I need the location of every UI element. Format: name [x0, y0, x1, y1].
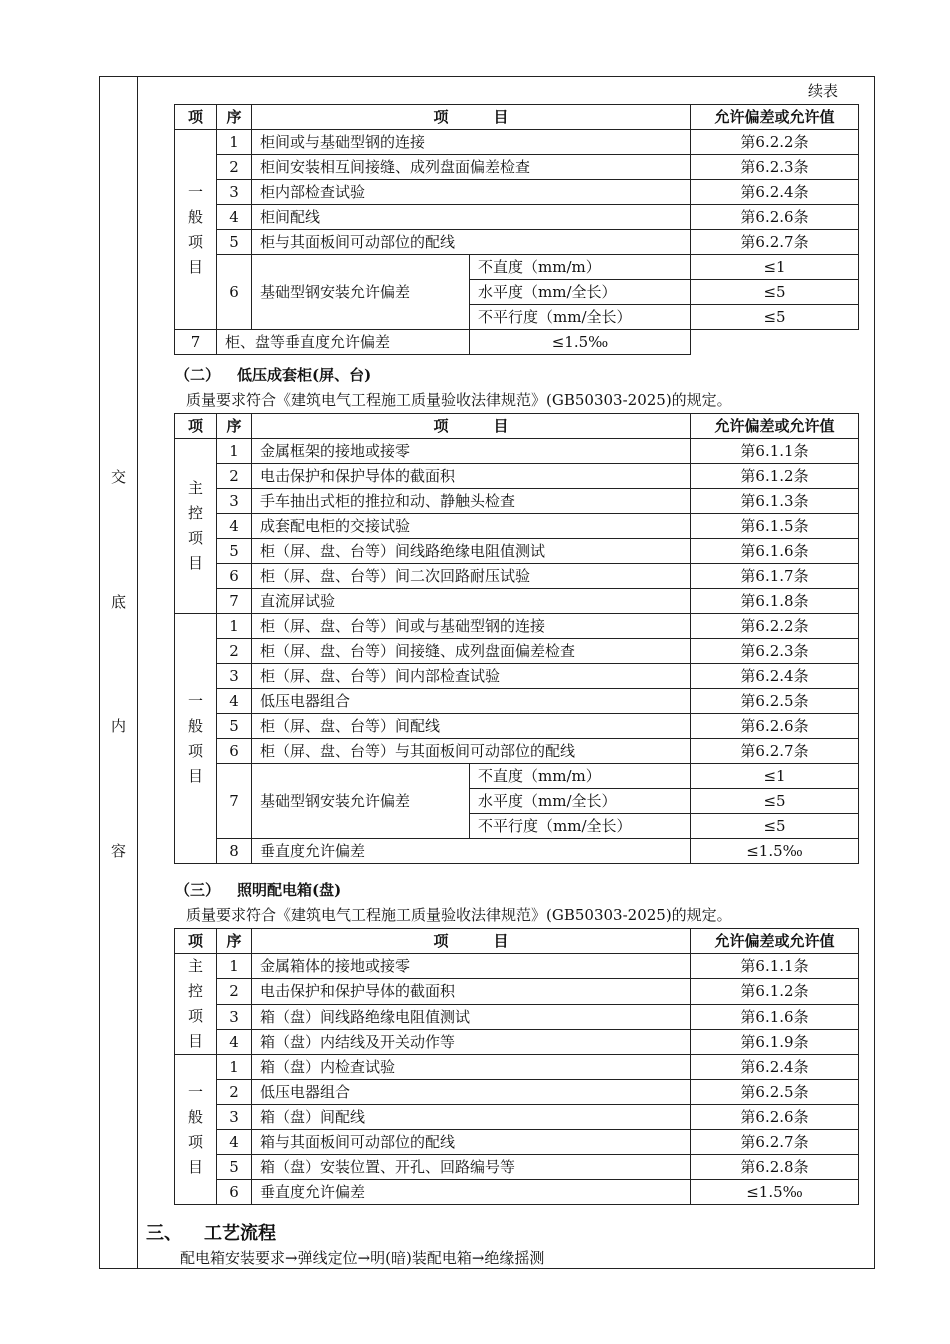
table-row: [175, 1004, 859, 1029]
row-value: ≤1.5‰: [691, 1180, 859, 1205]
table-row: [175, 130, 859, 155]
table-row: [175, 1029, 859, 1054]
table-row: [175, 954, 859, 979]
table-row: [175, 1155, 859, 1180]
row-seq: 6: [217, 564, 252, 589]
row-seq: 7: [217, 589, 252, 614]
section-title-lighting-box: [175, 879, 341, 900]
row-value: 第6.2.7条: [691, 739, 859, 764]
group-label-general: 一 般 项 目: [175, 614, 217, 864]
row-value: 第6.1.7条: [691, 564, 859, 589]
sub-item-name: 不平行度（mm/全长）: [470, 814, 691, 839]
sub-item-name: 不直度（mm/m）: [470, 764, 691, 789]
row-name: 柜（屏、盘、台等）与其面板间可动部位的配线: [252, 739, 691, 764]
row-value: 第6.2.5条: [691, 689, 859, 714]
sub-item-value: ≤1: [691, 255, 859, 280]
row-name: 金属箱体的接地或接零: [252, 954, 691, 979]
table-row: [175, 489, 859, 514]
section-title-low-voltage-cabinet: [175, 364, 371, 385]
side-label-char: 交: [110, 468, 126, 486]
row-name: 基础型钢安装允许偏差: [252, 255, 470, 330]
table-row: [175, 330, 859, 355]
row-seq: 1: [217, 439, 252, 464]
table-row: [175, 839, 859, 864]
side-label-char: 容: [110, 842, 126, 860]
row-value: 第6.2.3条: [691, 639, 859, 664]
row-value: 第6.2.7条: [691, 1130, 859, 1155]
table-row: [175, 180, 859, 205]
section-title-text: 照明配电箱(盘): [237, 881, 342, 899]
row-value: 第6.2.4条: [691, 180, 859, 205]
row-name: 箱（盘）内结线及开关动作等: [252, 1029, 691, 1054]
row-seq: 1: [217, 1055, 252, 1080]
row-name: 成套配电柜的交接试验: [252, 514, 691, 539]
row-seq: 2: [217, 639, 252, 664]
row-value: 第6.1.1条: [691, 439, 859, 464]
row-value: 第6.1.5条: [691, 514, 859, 539]
row-seq: 2: [217, 155, 252, 180]
row-value: 第6.2.4条: [691, 1055, 859, 1080]
row-name: 柜（屏、盘、台等）间配线: [252, 714, 691, 739]
row-name: 手车抽出式柜的推拉和动、静触头检查: [252, 489, 691, 514]
table-row: [175, 205, 859, 230]
row-seq: 2: [217, 1080, 252, 1105]
row-seq: 8: [217, 839, 252, 864]
row-seq: 3: [217, 1105, 252, 1130]
row-seq: 4: [217, 1029, 252, 1054]
table-row: [175, 979, 859, 1004]
row-name: 柜内部检查试验: [252, 180, 691, 205]
quality-requirement: 质量要求符合《建筑电气工程施工质量验收法律规范》(GB50303-2025)的规定。: [186, 906, 732, 924]
row-seq: 4: [217, 689, 252, 714]
header-project: 项 目: [252, 414, 691, 439]
table-row: [175, 255, 859, 280]
table-lighting-box: [174, 928, 859, 1205]
row-name: 箱与其面板间可动部位的配线: [252, 1130, 691, 1155]
row-name: 电击保护和保护导体的截面积: [252, 464, 691, 489]
row-value: 第6.2.6条: [691, 205, 859, 230]
header-value: 允许偏差或允许值: [691, 105, 859, 130]
table-header-row: [175, 105, 859, 130]
sub-item-value: ≤5: [691, 305, 859, 330]
row-seq: 3: [217, 489, 252, 514]
row-seq: 7: [217, 764, 252, 839]
row-name: 柜（屏、盘、台等）间线路绝缘电阻值测试: [252, 539, 691, 564]
row-name: 柜间或与基础型钢的连接: [252, 130, 691, 155]
row-value: ≤1.5‰: [691, 839, 859, 864]
row-name: 柜与其面板间可动部位的配线: [252, 230, 691, 255]
table-header-row: [175, 414, 859, 439]
side-label-char: 底: [110, 593, 126, 611]
sub-item-name: 不平行度（mm/全长）: [470, 305, 691, 330]
row-name: 柜（屏、盘、台等）间二次回路耐压试验: [252, 564, 691, 589]
row-name: 柜（屏、盘、台等）间内部检查试验: [252, 664, 691, 689]
table-row: [175, 689, 859, 714]
sub-item-name: 不直度（mm/m）: [470, 255, 691, 280]
side-label-char: 内: [110, 717, 126, 735]
table-header-row: [175, 929, 859, 954]
section-number: （三）: [175, 881, 221, 899]
row-seq: 5: [217, 230, 252, 255]
row-value: 第6.2.2条: [691, 614, 859, 639]
header-value: 允许偏差或允许值: [691, 414, 859, 439]
row-value: 第6.1.6条: [691, 1004, 859, 1029]
row-value: 第6.2.8条: [691, 1155, 859, 1180]
row-seq: 4: [217, 1130, 252, 1155]
row-name: 柜（屏、盘、台等）间接缝、成列盘面偏差检查: [252, 639, 691, 664]
table-cabinet-general: [174, 104, 859, 355]
row-name: 柜、盘等垂直度允许偏差: [217, 330, 470, 355]
row-value: 第6.2.7条: [691, 230, 859, 255]
sub-item-value: ≤5: [691, 789, 859, 814]
sub-item-value: ≤5: [691, 280, 859, 305]
row-value: ≤1.5‰: [470, 330, 691, 355]
row-value: 第6.2.6条: [691, 714, 859, 739]
row-name: 柜间安装相互间接缝、成列盘面偏差检查: [252, 155, 691, 180]
table-row: [175, 1180, 859, 1205]
sub-item-value: ≤1: [691, 764, 859, 789]
table-row: [175, 639, 859, 664]
sub-item-name: 水平度（mm/全长）: [470, 280, 691, 305]
section-number: （二）: [175, 366, 221, 384]
table-row: [175, 739, 859, 764]
row-name: 低压电器组合: [252, 689, 691, 714]
frame-divider: [137, 77, 138, 1268]
table-row: [175, 230, 859, 255]
row-value: 第6.2.3条: [691, 155, 859, 180]
group-label-main-control: 主 控 项 目: [175, 439, 217, 614]
row-name: 柜间配线: [252, 205, 691, 230]
row-value: 第6.2.4条: [691, 664, 859, 689]
sub-item-value: ≤5: [691, 814, 859, 839]
quality-requirement: 质量要求符合《建筑电气工程施工质量验收法律规范》(GB50303-2025)的规定。: [186, 391, 732, 409]
row-value: 第6.2.6条: [691, 1105, 859, 1130]
sub-item-name: 水平度（mm/全长）: [470, 789, 691, 814]
row-value: 第6.1.2条: [691, 464, 859, 489]
row-seq: 6: [217, 1180, 252, 1205]
row-value: 第6.1.2条: [691, 979, 859, 1004]
row-value: 第6.1.6条: [691, 539, 859, 564]
table-row: [175, 589, 859, 614]
process-flow-text: 配电箱安装要求→弹线定位→明(暗)装配电箱→绝缘摇测: [180, 1249, 545, 1267]
row-seq: 3: [217, 180, 252, 205]
table-row: [175, 1105, 859, 1130]
row-seq: 6: [217, 739, 252, 764]
row-seq: 6: [217, 255, 252, 330]
heading-number: 三、: [146, 1223, 182, 1244]
section-title-text: 低压成套柜(屏、台): [237, 366, 372, 384]
row-name: 箱（盘）安装位置、开孔、回路编号等: [252, 1155, 691, 1180]
row-name: 电击保护和保护导体的截面积: [252, 979, 691, 1004]
heading-title: 工艺流程: [204, 1223, 276, 1244]
continued-label: 续表: [808, 82, 839, 100]
row-name: 低压电器组合: [252, 1080, 691, 1105]
row-seq: 3: [217, 664, 252, 689]
row-seq: 5: [217, 714, 252, 739]
table-row: [175, 1130, 859, 1155]
row-name: 金属框架的接地或接零: [252, 439, 691, 464]
row-name: 垂直度允许偏差: [252, 839, 691, 864]
row-seq: 1: [217, 954, 252, 979]
row-name: 基础型钢安装允许偏差: [252, 764, 470, 839]
row-name: 箱（盘）内检查试验: [252, 1055, 691, 1080]
table-row: [175, 155, 859, 180]
row-seq: 5: [217, 1155, 252, 1180]
row-name: 箱（盘）间配线: [252, 1105, 691, 1130]
row-value: 第6.2.5条: [691, 1080, 859, 1105]
header-seq: 序: [217, 929, 252, 954]
header-value: 允许偏差或允许值: [691, 929, 859, 954]
row-value: 第6.1.8条: [691, 589, 859, 614]
row-value: 第6.1.9条: [691, 1029, 859, 1054]
group-label-general: 一 般 项 目: [175, 130, 217, 330]
table-low-voltage-cabinet: [174, 413, 859, 864]
header-item: 项: [175, 414, 217, 439]
table-row: [175, 514, 859, 539]
header-item: 项: [175, 105, 217, 130]
row-seq: 7: [175, 330, 217, 355]
row-seq: 5: [217, 539, 252, 564]
row-seq: 3: [217, 1004, 252, 1029]
row-name: 直流屏试验: [252, 589, 691, 614]
row-value: 第6.1.1条: [691, 954, 859, 979]
table-row: [175, 664, 859, 689]
row-name: 垂直度允许偏差: [252, 1180, 691, 1205]
table-row: [175, 714, 859, 739]
table-row: [175, 439, 859, 464]
table-row: [175, 1080, 859, 1105]
row-seq: 1: [217, 130, 252, 155]
header-seq: 序: [217, 414, 252, 439]
group-label-main-control: 主 控 项 目: [175, 954, 217, 1055]
table-row: [175, 614, 859, 639]
group-label-general: 一 般 项 目: [175, 1055, 217, 1205]
row-value: 第6.1.3条: [691, 489, 859, 514]
heading-process-flow: [146, 1219, 276, 1245]
row-seq: 4: [217, 514, 252, 539]
table-row: [175, 564, 859, 589]
table-row: [175, 1055, 859, 1080]
header-project: 项 目: [252, 105, 691, 130]
row-name: 箱（盘）间线路绝缘电阻值测试: [252, 1004, 691, 1029]
row-seq: 2: [217, 979, 252, 1004]
table-row: [175, 464, 859, 489]
row-value: 第6.2.2条: [691, 130, 859, 155]
row-seq: 1: [217, 614, 252, 639]
header-seq: 序: [217, 105, 252, 130]
row-seq: 4: [217, 205, 252, 230]
header-project: 项 目: [252, 929, 691, 954]
row-name: 柜（屏、盘、台等）间或与基础型钢的连接: [252, 614, 691, 639]
table-row: [175, 539, 859, 564]
row-seq: 2: [217, 464, 252, 489]
header-item: 项: [175, 929, 217, 954]
table-row: [175, 764, 859, 789]
